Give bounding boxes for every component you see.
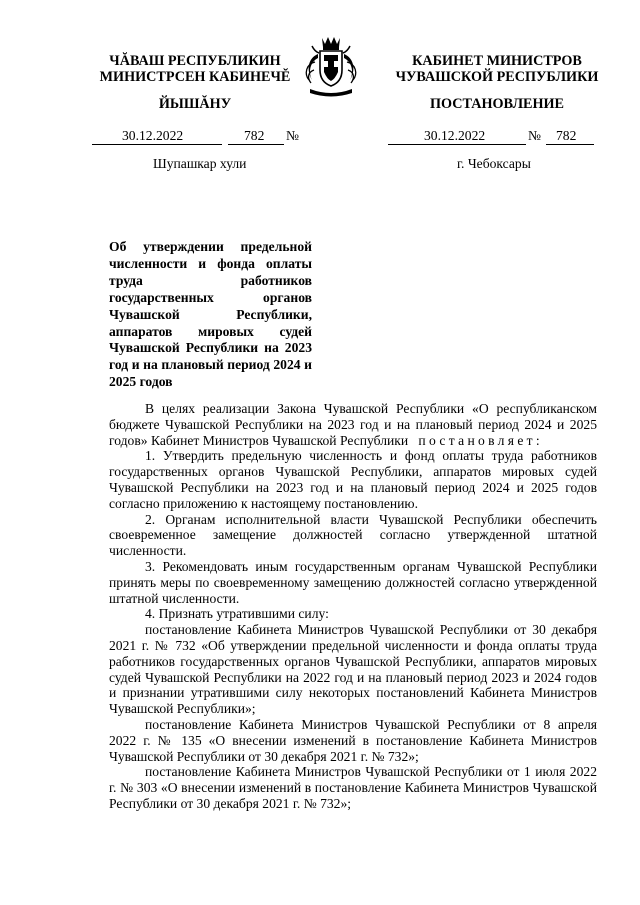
repealed-item-3: постановление Кабинета Министров Чувашской Республики от 1 июля 2022 г. № 303 «О внесении изменений в постановление Кабинета Министров Чувашской Республики от 30 декабря 2021 г. № 732»;: [109, 764, 597, 811]
paragraph-3: 3. Рекомендовать иным государственным органам Чувашской Республики принять меры по своевременному замещению должностей согласно утвержденной штатной численности.: [109, 558, 597, 606]
document-title: Об утверждении предельной численности и фонда оплаты труда работников государственных органов Чувашской Республики, аппаратов мировых судей Чувашской Республики на 2023 год и на плановый период 2024 и 2025 годов: [109, 239, 312, 390]
header-left-org: [90, 53, 300, 85]
header-right-org: [386, 53, 608, 85]
right-date: 30.12.2022: [424, 128, 486, 143]
place-right: г. Чебоксары: [457, 156, 531, 171]
header-right-line1: КАБИНЕТ МИНИСТРОВ: [412, 53, 582, 69]
paragraph-4: 4. Признать утратившими силу:: [145, 606, 329, 622]
left-number: 782: [244, 128, 265, 143]
intro-text: В целях реализации Закона Чувашской Республики «О республиканском бюджете Чувашской Республики на 2023 год и на плановый период 2024 и 2025 годов» Кабинет Министров Чувашской Республики: [109, 401, 597, 448]
document-body: [109, 401, 597, 812]
right-number-underline: [546, 144, 594, 145]
place-left: Шупашкар хули: [153, 156, 247, 171]
intro-paragraph: [109, 401, 597, 448]
decree-word: постановляет:: [418, 432, 543, 448]
left-date: 30.12.2022: [122, 128, 184, 143]
right-number-sign: №: [528, 128, 541, 143]
right-date-underline: [388, 144, 526, 145]
repealed-item-2: постановление Кабинета Министров Чувашской Республики от 8 апреля 2022 г. № 135 «О внесении изменений в постановление Кабинета Министров Чувашской Республики от 30 декабря 2021 г. № 732»;: [109, 716, 597, 764]
header-left-line1: ЧĂВАШ РЕСПУБЛИКИН: [109, 53, 281, 69]
left-number-underline: [228, 144, 284, 145]
left-number-sign: №: [286, 128, 299, 143]
repealed-item-1: постановление Кабинета Министров Чувашской Республики от 30 декабря 2021 г. № 732 «Об утверждении предельной численности и фонда оплаты труда работников государственных органов Чувашской Республики, аппаратов мировых судей Чувашской Республики на 2022 год и на плановый период 2023 и 2024 годов и признании утратившими силу некоторых постановлений Кабинета Министров Чувашской Республики»;: [109, 622, 597, 717]
header-left-line2: МИНИСТРСЕН КАБИНЕЧĔ: [99, 69, 291, 85]
header-left-doc-type: ЙЫШĂНУ: [158, 96, 232, 112]
paragraph-1: 1. Утвердить предельную численность и фонд оплаты труда работников государственных органов Чувашской Республики, аппаратов мировых судей Чувашской Республики на 2023 год и на плановый период 2024 и 2025 годов согласно приложению к настоящему постановлению.: [109, 448, 597, 511]
paragraph-2: 2. Органам исполнительной власти Чувашской Республики обеспечить своевременное замещение должностей согласно утвержденной штатной численности.: [109, 511, 597, 559]
right-number: 782: [556, 128, 577, 143]
left-date-underline: [92, 144, 222, 145]
header-right-doc-type: ПОСТАНОВЛЕНИЕ: [429, 96, 565, 112]
coat-of-arms-icon: [300, 34, 362, 100]
header-right-line2: ЧУВАШСКОЙ РЕСПУБЛИКИ: [395, 69, 599, 85]
